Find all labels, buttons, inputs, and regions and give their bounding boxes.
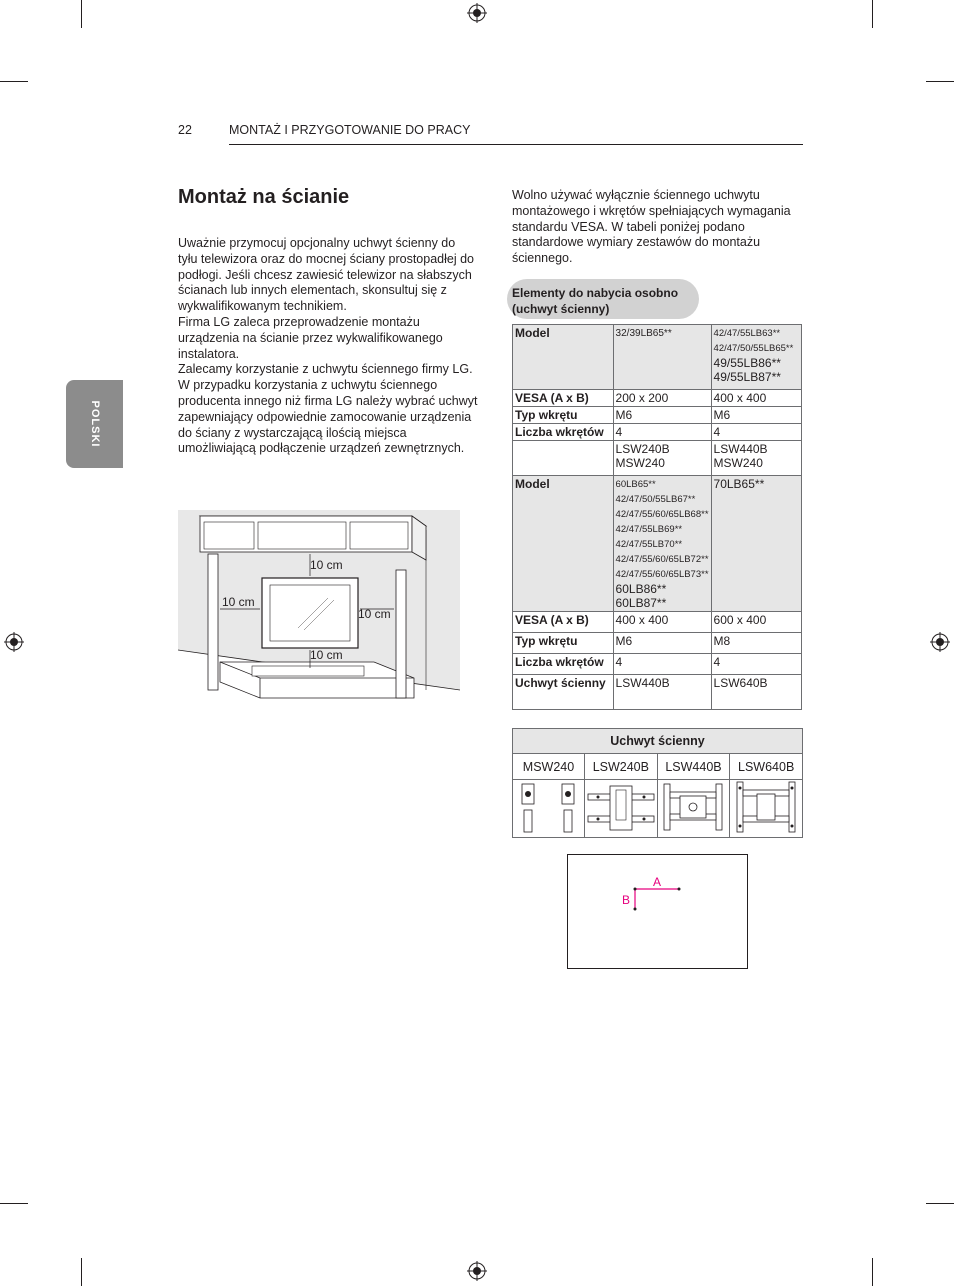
crop-mark [81,1258,82,1286]
table-row [513,424,802,441]
table-cell: M6 [613,633,711,654]
model-cell [711,325,801,390]
model-name: 42/47/50/55LB67** [615,494,696,505]
row-label [513,441,614,476]
row-label: Model [513,325,614,390]
table-row [513,675,802,710]
table-row [513,612,802,633]
bracket-model: MSW240 [615,456,665,470]
registration-mark-icon [930,632,950,652]
bracket-model: LSW640B [730,754,803,780]
table-header: Uchwyt ścienny [513,729,803,754]
model-name: 42/47/55/60/65LB72** [615,554,709,565]
bracket-model: LSW240B [585,754,658,780]
model-name: 42/47/55LB69** [615,524,683,535]
table-cell [711,441,801,476]
table-cell: LSW640B [711,675,801,710]
crop-mark [872,1258,873,1286]
section-title: MONTAŻ I PRZYGOTOWANIE DO PRACY [229,123,471,137]
table-row [513,390,802,407]
bracket-image-cell [513,780,585,838]
bracket-lsw240b-icon [586,780,656,834]
model-cell [613,325,711,390]
table-row [513,633,802,654]
clearance-label-bottom: 10 cm [310,648,343,662]
row-label: Model [513,476,614,612]
table-cell [613,441,711,476]
row-label: Typ wkrętu [513,407,614,424]
model-name: 60LB65** [615,479,656,490]
clearance-label-right: 10 cm [358,607,391,621]
bracket-model: LSW440B [713,442,768,456]
row-label: Typ wkrętu [513,633,614,654]
body-text [178,236,478,502]
dimension-label-a: A [653,875,662,889]
model-name: 42/47/50/55LB65** [713,343,794,354]
table-cell: 4 [711,424,801,441]
page-number: 22 [178,123,192,137]
crop-mark [926,81,954,82]
model-name: 32/39LB65** [615,328,672,339]
table-cell: M6 [613,407,711,424]
page-title: Montaż na ścianie [178,186,350,208]
table-row [513,441,802,476]
bracket-msw240-icon [516,780,582,834]
model-name: 60LB87** [615,596,667,610]
language-tab [66,380,123,468]
bracket-model: MSW240 [513,754,585,780]
intro-paragraph: Wolno używać wyłącznie ściennego uchwytu montażowego i wkrętów spełniających wymagania standardu VESA. W tabeli poniżej podano standardowe wymiary zestawów do montażu ściennego. [512,188,791,266]
table-cell: 4 [711,654,801,675]
vesa-dimension-diagram [567,854,748,969]
language-tab-label: POLSKI [88,400,101,448]
table-cell: 400 x 400 [613,612,711,633]
crop-mark [0,1203,28,1204]
wall-bracket-table [512,728,803,838]
table-cell: 600 x 400 [711,612,801,633]
crop-mark [872,0,873,28]
header-rule [229,144,803,145]
clearance-label-left: 10 cm [222,595,255,609]
model-name: 42/47/55LB70** [615,539,683,550]
table-row [513,476,802,612]
bracket-lsw640b-icon [731,780,801,834]
crop-mark [0,81,28,82]
model-name: 49/55LB87** [713,370,781,384]
table-cell: M6 [711,407,801,424]
model-cell [711,476,801,612]
model-name: 42/47/55/60/65LB68** [615,509,709,520]
table-row [513,754,803,780]
table-row [513,325,802,390]
dimension-label-b: B [622,893,631,907]
row-label: VESA (A x B) [513,612,614,633]
bracket-image-cell [730,780,803,838]
bracket-model: LSW240B [615,442,670,456]
model-name: 60LB86** [615,582,667,596]
table-cell: 200 x 200 [613,390,711,407]
model-cell [613,476,711,612]
crop-mark [926,1203,954,1204]
bracket-image-cell [657,780,730,838]
crop-mark [81,0,82,28]
dimension-lines-icon [568,855,747,968]
row-label: Liczba wkrętów [513,654,614,675]
separately-purchased-label: Elementy do nabycia osobno (uchwyt ścienny) [507,279,699,319]
table-cell: LSW440B [613,675,711,710]
body-paragraph: Firma LG zaleca przeprowadzenie montażu urządzenia na ścianie przez wykwalifikowanego instalatora. [178,314,443,361]
model-name: 49/55LB86** [713,356,781,370]
registration-mark-icon [4,632,24,652]
table-row [513,407,802,424]
model-name: 42/47/55LB63** [713,328,781,339]
intro-text [512,188,804,267]
table-row [513,729,803,754]
bracket-lsw440b-icon [658,780,728,834]
table-cell: M8 [711,633,801,654]
row-label: VESA (A x B) [513,390,614,407]
registration-mark-icon [467,1261,487,1281]
bracket-model: MSW240 [713,456,763,470]
vesa-spec-table [512,324,802,710]
row-label: Uchwyt ścienny [513,675,614,710]
model-name: 42/47/55/60/65LB73** [615,569,709,580]
body-paragraph: W przypadku korzystania z uchwytu ściennego producenta innego niż firma LG należy wybrać uchwyt zapewniający odpowiednie zamocowanie urządzenia do ściany z wystarczającą ilością miejsca umożliwiającą podłączenie urządzeń zewnętrznych. [178,378,478,456]
row-label: Liczba wkrętów [513,424,614,441]
table-cell: 400 x 400 [711,390,801,407]
table-row [513,654,802,675]
body-paragraph: Zalecamy korzystanie z uchwytu ściennego firmy LG. [178,362,473,377]
bracket-model: LSW440B [657,754,730,780]
model-name: 70LB65** [713,477,765,491]
bracket-image-cell [585,780,658,838]
body-paragraph: Uważnie przymocuj opcjonalny uchwyt ścienny do tyłu telewizora oraz do mocnej ściany prostopadłej do podłogi. Jeśli chcesz zawiesić telewizor na słabszych ścianach lub innych elementach, skonsultuj się z wykwalifikowanym technikiem. [178,236,474,314]
table-cell: 4 [613,424,711,441]
clearance-label-top: 10 cm [310,558,343,572]
table-cell: 4 [613,654,711,675]
wall-mount-illustration [178,510,460,705]
table-row [513,780,803,838]
registration-mark-icon [467,3,487,23]
